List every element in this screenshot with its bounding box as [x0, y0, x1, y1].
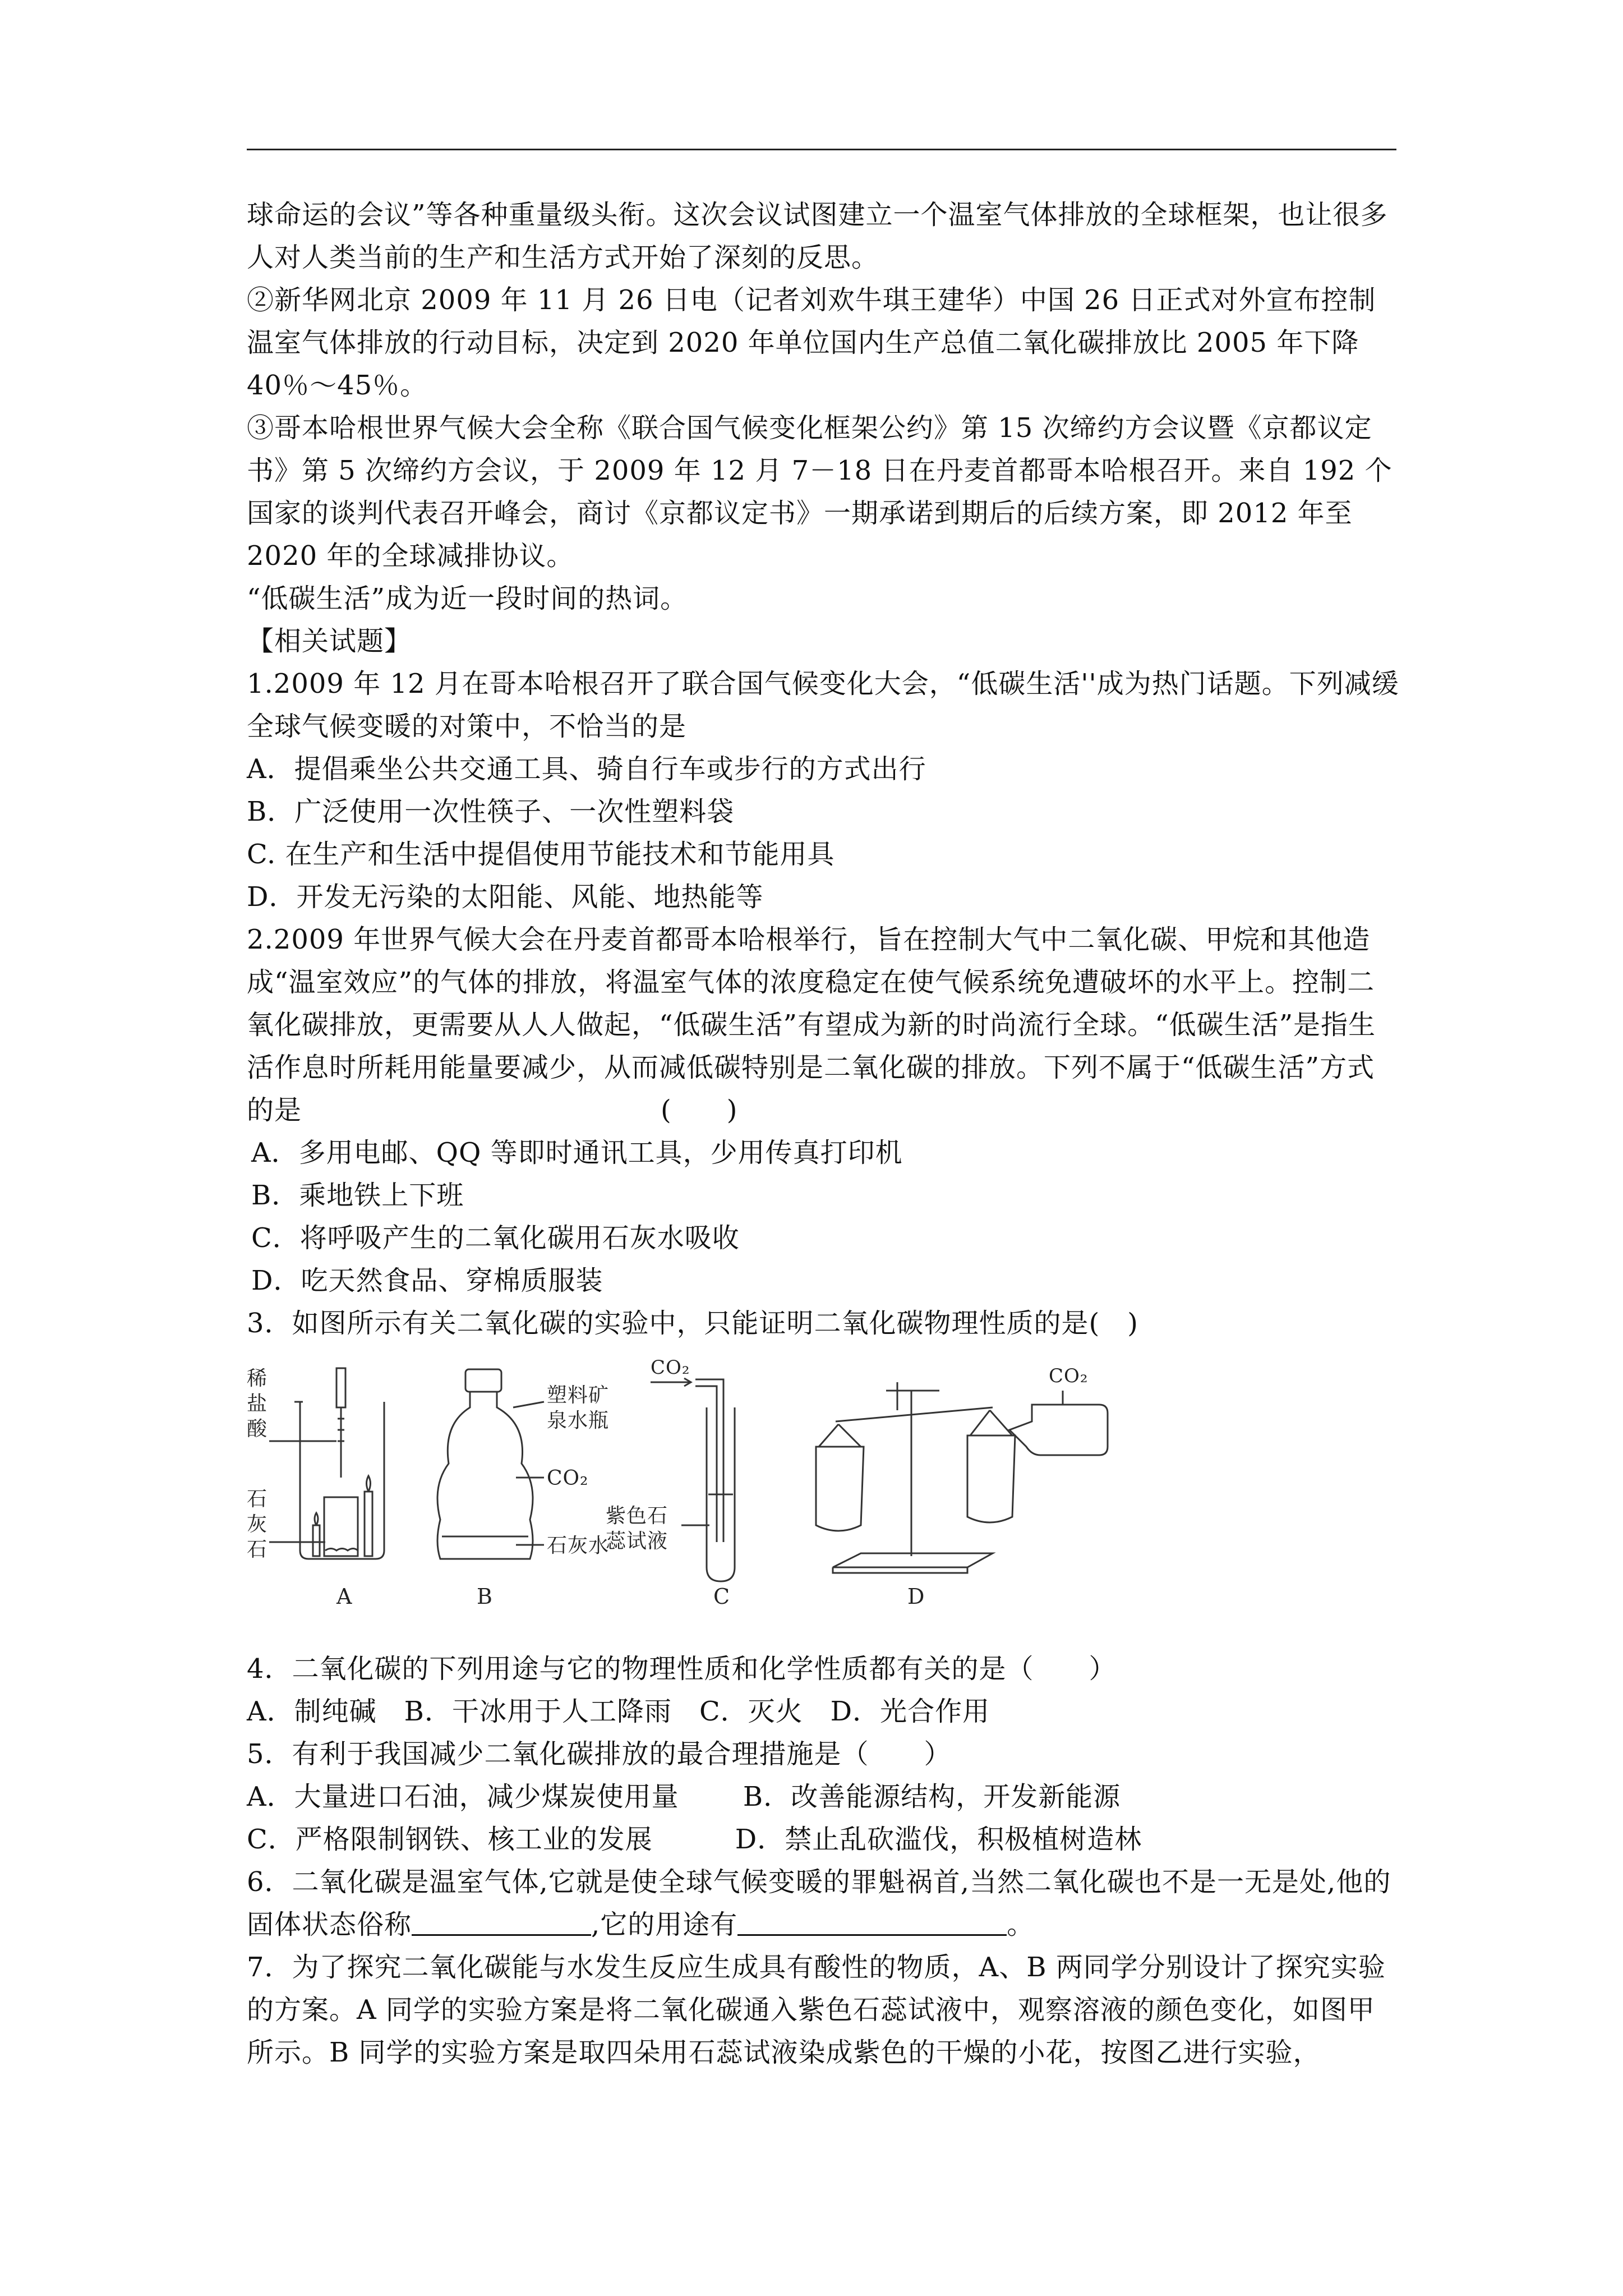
- delivery-tube-icon: [695, 1379, 723, 1542]
- label-a-acid-3: 酸: [247, 1418, 268, 1441]
- label-d-co2: CO₂: [1049, 1365, 1089, 1387]
- intro-paragraph-1: 球命运的会议”等各种重量级头衔。这次会议试图建立一个温室气体排放的全球框架，也让很多人对人类当前的生产和生活方式开始了深刻的反思。: [247, 199, 1388, 273]
- question-1-option-a: A．提倡乘坐公共交通工具、骑自行车或步行的方式出行: [247, 753, 926, 785]
- question-1-option-c: C. 在生产和生活中提倡使用节能技术和节能用具: [247, 839, 835, 870]
- intro-paragraph-2: ②新华网北京 2009 年 11 月 26 日电（记者刘欢牛琪王建华）中国 26 日正式对外宣布控制温室气体排放的行动目标，决定到 2020 年单位国内生产总值二氧化碳排放比 2005 年下降 40％～45％。: [247, 284, 1376, 401]
- label-c-litmus-2: 蕊试液: [606, 1530, 668, 1553]
- question-5-stem: 5．有利于我国减少二氧化碳排放的最合理措施是（ ）: [247, 1738, 952, 1770]
- label-c: C: [713, 1584, 731, 1609]
- question-2-option-d: D．吃天然食品、穿棉质服装: [251, 1265, 603, 1296]
- flame-icon: [315, 1513, 318, 1525]
- label-b-water: 石灰水: [547, 1534, 610, 1557]
- small-beaker-icon: [324, 1497, 358, 1556]
- header-rule: [247, 149, 1396, 150]
- apparatus-d: [816, 1382, 1108, 1573]
- question-2-stem-text: 2.2009 年世界气候大会在丹麦首都哥本哈根举行，旨在控制大气中二氧化碳、甲烷和其他造成“温室效应”的气体的排放，将温室气体的浓度稳定在使气候系统免遭破坏的水平上。控制二氧化碳排放，更需要从人人做起，“低碳生活”有望成为新的时尚流行全球。“低碳生活”是指生活作息时所耗用能量要减少，从而减低碳特别是二氧化碳的排放。下列不属于“低碳生活”方式的是: [247, 924, 1376, 1126]
- label-b-bottle-1: 塑料矿: [547, 1384, 610, 1407]
- question-6-mid: ,它的用途有: [591, 1909, 738, 1940]
- label-a-stone-2: 灰: [247, 1513, 268, 1536]
- question-2-stem: [247, 918, 1399, 1131]
- question-6-stem: [247, 1861, 1399, 1946]
- label-c-co2: CO₂: [651, 1357, 690, 1379]
- label-a-stone-1: 石: [247, 1488, 268, 1511]
- label-b-bottle-2: 泉水瓶: [547, 1409, 610, 1432]
- document-content: [247, 194, 1399, 2074]
- question-2-option-a: A．多用电邮、QQ 等即时通讯工具，少用传真打印机: [251, 1137, 903, 1168]
- dropper-bulb-icon: [336, 1368, 345, 1407]
- label-a: A: [336, 1584, 353, 1609]
- question-2-option-b: B．乘地铁上下班: [251, 1180, 464, 1211]
- apparatus-a: [269, 1368, 384, 1559]
- intro-paragraph-4: “低碳生活”成为近一段时间的热词。: [247, 583, 688, 614]
- label-c-litmus-1: 紫色石: [606, 1504, 668, 1527]
- question-2-option-c: C．将呼吸产生的二氧化碳用石灰水吸收: [251, 1222, 740, 1254]
- section-heading: 【相关试题】: [247, 625, 412, 657]
- answer-blank-2[interactable]: [737, 1907, 1007, 1936]
- question-2-paren: ( ): [661, 1094, 738, 1126]
- label-a-acid-1: 稀: [247, 1367, 268, 1390]
- intro-paragraph-3: ③哥本哈根世界气候大会全称《联合国气候变化框架公约》第 15 次缔约方会议暨《京都议定书》第 5 次缔约方会议，于 2009 年 12 月 7－18 日在丹麦首都哥本哈根召开。来自 192 个国家的谈判代表召开峰会，商讨《京都议定书》一期承诺到期后的后续方案，即 2012 年至 2020 年的全球减排协议。: [247, 412, 1393, 572]
- label-b-co2: CO₂: [547, 1467, 589, 1490]
- question-4-stem: 4．二氧化碳的下列用途与它的物理性质和化学性质都有关的是（ ）: [247, 1653, 1117, 1685]
- balance-beam-icon: [836, 1407, 993, 1421]
- question-6-end: 。: [1007, 1909, 1035, 1940]
- stand-base-icon: [833, 1553, 993, 1567]
- question-5-options-row-1: A．大量进口石油，减少煤炭使用量 B．改善能源结构，开发新能源: [247, 1781, 1121, 1812]
- label-d: D: [907, 1584, 925, 1609]
- question-4-options: A．制纯碱 B．干冰用于人工降雨 C．灭火 D．光合作用: [247, 1696, 990, 1727]
- gas-bottle-icon: [1009, 1405, 1108, 1455]
- question-5-options-row-2: C．严格限制钢铁、核工业的发展 D．禁止乱砍滥伐，积极植树造林: [247, 1824, 1142, 1855]
- question-1-option-d: D．开发无污染的太阳能、风能、地热能等: [247, 881, 764, 913]
- candle-short-icon: [313, 1525, 320, 1556]
- question-1-option-b: B．广泛使用一次性筷子、一次性塑料袋: [247, 796, 735, 827]
- apparatus-b: [437, 1369, 544, 1559]
- label-b: B: [477, 1584, 493, 1609]
- answer-blank-1[interactable]: [412, 1907, 591, 1936]
- paper-bag-right-icon: [967, 1435, 1015, 1522]
- candle-tall-icon: [365, 1492, 372, 1556]
- experiment-figure-svg: [247, 1357, 1399, 1621]
- experiment-figure: [247, 1357, 1399, 1621]
- question-3-stem: 3．如图所示有关二氧化碳的实验中，只能证明二氧化碳物理性质的是( ): [247, 1308, 1138, 1339]
- label-a-acid-2: 盐: [247, 1392, 268, 1415]
- bottle-cap-icon: [465, 1369, 501, 1392]
- limestone-icon: [325, 1549, 358, 1551]
- plastic-bottle-icon: [437, 1392, 533, 1559]
- question-6-stem-text: 6．二氧化碳是温室气体,它就是使全球气候变暖的罪魁祸首,当然二氧化碳也不是一无是处,他的固体状态俗称: [247, 1866, 1391, 1940]
- question-1-stem: 1.2009 年 12 月在哥本哈根召开了联合国气候变化大会，“低碳生活''成为热门话题。下列减缓全球气候变暖的对策中，不恰当的是: [247, 668, 1399, 742]
- label-a-stone-3: 石: [247, 1538, 268, 1561]
- question-7-stem: 7．为了探究二氧化碳能与水发生反应生成具有酸性的物质，A、B 两同学分别设计了探究实验的方案。A 同学的实验方案是将二氧化碳通入紫色石蕊试液中，观察溶液的颜色变化，如图甲所示。B 同学的实验方案是取四朵用石蕊试液染成紫色的干燥的小花，按图乙进行实验，: [247, 1952, 1386, 2068]
- flame-icon: [367, 1476, 371, 1492]
- paper-bag-left-icon: [816, 1447, 864, 1531]
